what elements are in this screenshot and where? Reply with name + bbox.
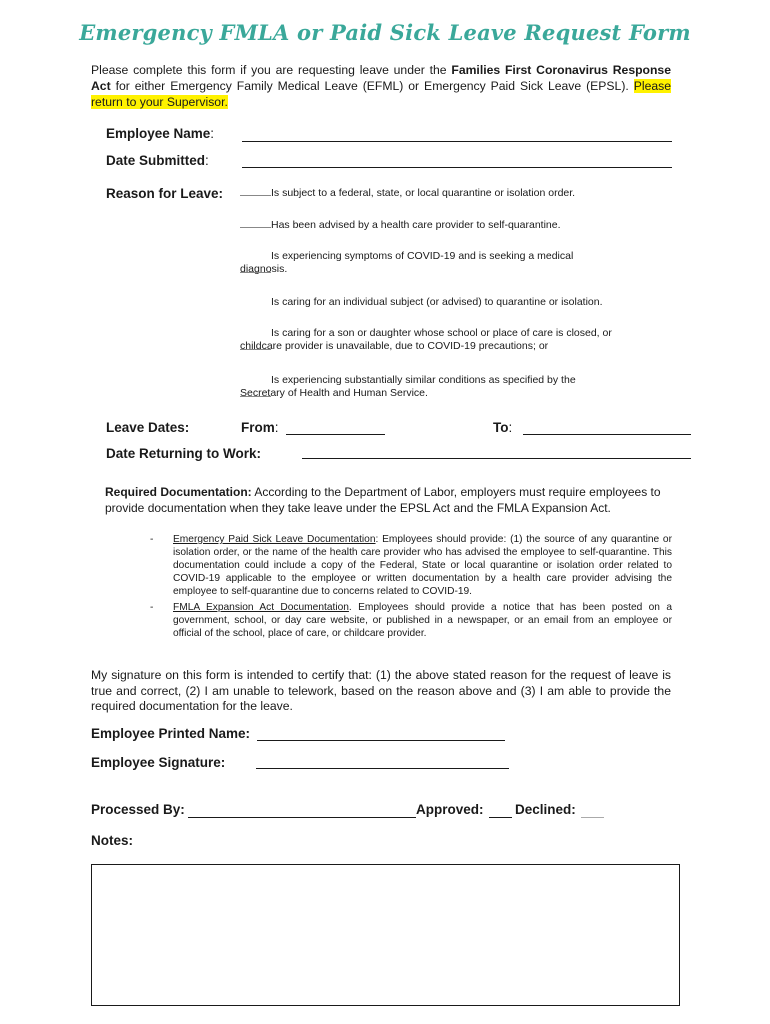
from-label: From: bbox=[241, 420, 279, 435]
intro-act-name: Families First Coronavirus Response Act bbox=[91, 63, 671, 93]
reason-option-quarantine-order[interactable]: Is subject to a federal, state, or local quarantine or isolation order. bbox=[240, 187, 640, 200]
epsl-documentation-title: Emergency Paid Sick Leave Documentation bbox=[173, 534, 376, 545]
reason-checkbox-blank[interactable] bbox=[240, 349, 271, 350]
reason-option-school-closed[interactable]: Is caring for a son or daughter whose school or place of care is closed, or childcare provider is unavailable, due to COVID-19 precautions; or bbox=[240, 327, 612, 352]
fmla-documentation-title: FMLA Expansion Act Documentation bbox=[173, 602, 349, 613]
intro-text-1: Please complete this form if you are requesting leave under the bbox=[91, 63, 452, 77]
date-submitted-line[interactable] bbox=[242, 167, 672, 168]
to-label: To: bbox=[493, 420, 513, 435]
certification-paragraph: My signature on this form is intended to certify that: (1) the above stated reason for the request of leave is true and correct, (2) I am unable to telework, based on the reason above and (3) I am able to provide the required documentation for the leave. bbox=[91, 668, 671, 713]
reason-checkbox-blank[interactable] bbox=[240, 272, 271, 273]
approved-label: Approved: bbox=[416, 802, 484, 817]
form-title: Emergency FMLA or Paid Sick Leave Request Form bbox=[79, 20, 691, 45]
notes-box[interactable] bbox=[91, 864, 680, 1006]
reason-option-caring-individual[interactable]: Is caring for an individual subject (or advised) to quarantine or isolation. bbox=[271, 296, 603, 308]
reason-checkbox-blank[interactable] bbox=[240, 396, 271, 397]
intro-text-2: for either Emergency Family Medical Leave (EFML) or Emergency Paid Sick Leave (EPSL). bbox=[110, 79, 634, 93]
reason-option-self-quarantine[interactable]: Has been advised by a health care provider to self-quarantine. bbox=[240, 219, 640, 232]
documentation-bullet-list bbox=[150, 533, 672, 643]
required-documentation-label: Required Documentation: bbox=[105, 485, 252, 499]
required-documentation-paragraph: Required Documentation: According to the Department of Labor, employers must require employees to provide documentation when they take leave under the EPSL Act and the FMLA Expansion Act. bbox=[105, 485, 661, 515]
leave-dates-label: Leave Dates: bbox=[106, 420, 190, 435]
employee-printed-name-line[interactable] bbox=[257, 740, 505, 741]
list-item: - FMLA Expansion Act Documentation. Employees should provide a notice that has been posted on a government, school, or day care website, or published in a newspaper, or an email from an employee or official of the school, place of care, or childcare provider. bbox=[150, 602, 672, 639]
return-to-supervisor-highlight: Please return to your Supervisor. bbox=[91, 79, 671, 109]
date-returning-line[interactable] bbox=[302, 458, 691, 459]
date-returning-label: Date Returning to Work: bbox=[106, 446, 261, 461]
processed-by-line[interactable] bbox=[188, 817, 416, 818]
declined-line[interactable] bbox=[581, 817, 604, 818]
from-date-line[interactable] bbox=[286, 434, 385, 435]
to-date-line[interactable] bbox=[523, 434, 691, 435]
employee-signature-line[interactable] bbox=[256, 768, 509, 769]
reason-for-leave-label: Reason for Leave: bbox=[106, 186, 224, 201]
reason-checkbox-blank[interactable] bbox=[240, 195, 271, 196]
employee-name-label: Employee Name: bbox=[106, 126, 215, 141]
approved-line[interactable] bbox=[489, 817, 512, 818]
processed-by-label: Processed By: bbox=[91, 802, 185, 817]
declined-label: Declined: bbox=[515, 802, 576, 817]
employee-signature-label: Employee Signature: bbox=[91, 755, 226, 770]
employee-name-line[interactable] bbox=[242, 141, 672, 142]
employee-printed-name-label: Employee Printed Name: bbox=[91, 726, 251, 741]
notes-label: Notes: bbox=[91, 833, 134, 848]
reason-option-similar-conditions[interactable]: Is experiencing substantially similar conditions as specified by the Secretary of Health and Human Service. bbox=[240, 374, 576, 399]
intro-paragraph bbox=[91, 62, 671, 110]
list-item: - Emergency Paid Sick Leave Documentation: Employees should provide: (1) the source of any quarantine or isolation order, or the name of the health care provider who has advised the employee to self-quarantine. This documentation could include a copy of the Federal, State or local quarantine or isolation order related to COVID-19 applicable to the employee or written documentation by a health care provider advising the employee to self-quarantine due to concerns related to COVID-19. bbox=[150, 534, 672, 597]
reason-option-symptoms[interactable]: Is experiencing symptoms of COVID-19 and is seeking a medical diagnosis. bbox=[240, 250, 574, 275]
date-submitted-label: Date Submitted: bbox=[106, 153, 209, 168]
reason-checkbox-blank[interactable] bbox=[240, 227, 271, 228]
